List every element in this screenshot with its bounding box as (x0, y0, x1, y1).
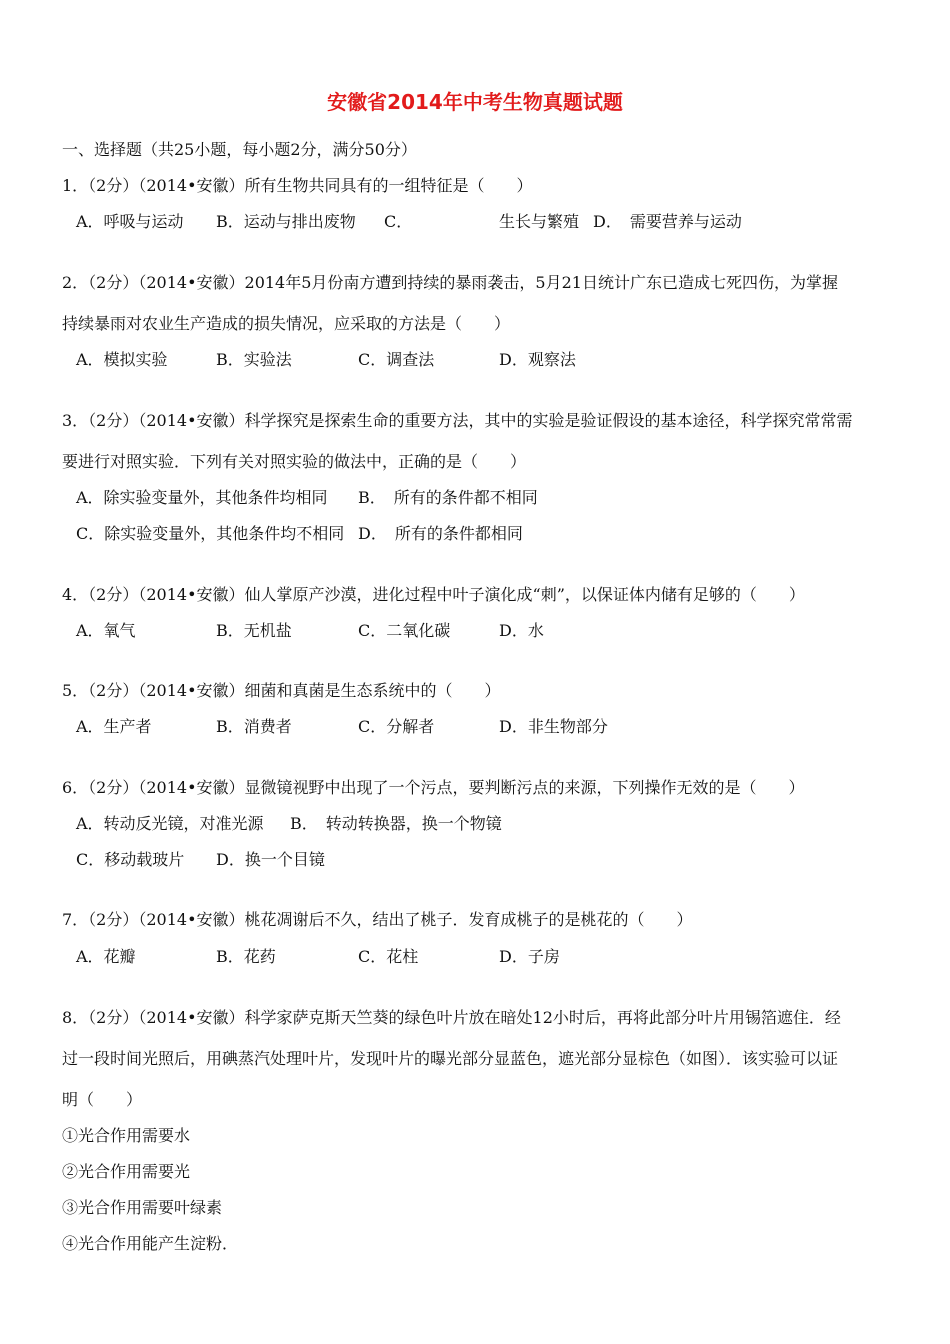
option-b: B．实验法 (216, 350, 292, 369)
option-a: A．氧气 (76, 621, 136, 640)
question-2-stem-line-2: 持续暴雨对农业生产造成的损失情况，应采取的方法是（ ） (62, 314, 511, 333)
question-6-stem: 6．（2分）（2014•安徽）显微镜视野中出现了一个污点，要判断污点的来源，下列操作无效的是（ ） (62, 778, 805, 797)
option-c: C．花柱 (358, 947, 419, 966)
option-a: A．花瓣 (76, 947, 136, 966)
question-8-stem-line-2: 过一段时间光照后，用碘蒸汽处理叶片，发现叶片的曝光部分显蓝色，遮光部分显棕色（如图）．该实验可以证 (62, 1049, 839, 1068)
option-c: C．调查法 (358, 350, 435, 369)
question-1-stem: 1．（2分）（2014•安徽）所有生物共同具有的一组特征是（ ） (62, 176, 533, 195)
option-d: D． 需要营养与运动 (593, 212, 742, 231)
option-b: B．运动与排出废物 (216, 212, 356, 231)
option-c: C．分解者 (358, 717, 435, 736)
option-a: A．模拟实验 (76, 350, 168, 369)
option-b: B． 转动转换器，换一个物镜 (290, 814, 502, 833)
option-b: B．花药 (216, 947, 276, 966)
question-3-stem-line-1: 3．（2分）（2014•安徽）科学探究是探索生命的重要方法，其中的实验是验证假设的基本途径，科学探究常常需 (62, 411, 853, 430)
option-b: B．无机盐 (216, 621, 292, 640)
option-d: D．换一个目镜 (216, 850, 325, 869)
question-3-stem-line-2: 要进行对照实验．下列有关对照实验的做法中，正确的是（ ） (62, 452, 527, 471)
option-d: D．子房 (499, 947, 560, 966)
statement-item: ②光合作用需要光 (62, 1162, 191, 1181)
option-a: A．转动反光镜，对准光源 (76, 814, 264, 833)
statement-item: ④光合作用能产生淀粉． (62, 1234, 239, 1253)
page-title: 安徽省2014年中考生物真题试题 (327, 90, 623, 114)
option-a: A．生产者 (76, 717, 152, 736)
question-2-stem-line-1: 2．（2分）（2014•安徽）2014年5月份南方遭到持续的暴雨袭击，5月21日统计广东已造成七死四伤，为掌握 (62, 273, 838, 292)
option-d: D． 所有的条件都相同 (358, 524, 523, 543)
option-c-text: 生长与繁殖 (499, 212, 580, 231)
statement-item: ③光合作用需要叶绿素 (62, 1198, 223, 1217)
option-b: B．消费者 (216, 717, 292, 736)
option-c: C．除实验变量外，其他条件均不相同 (76, 524, 345, 543)
option-d: D．非生物部分 (499, 717, 608, 736)
statement-item: ①光合作用需要水 (62, 1126, 191, 1145)
question-7-stem: 7．（2分）（2014•安徽）桃花凋谢后不久，结出了桃子．发育成桃子的是桃花的（ ） (62, 910, 693, 929)
option-d: D．观察法 (499, 350, 576, 369)
section-heading: 一、选择题（共25小题，每小题2分，满分50分） (62, 140, 417, 159)
question-8-stem-line-3: 明（ ） (62, 1090, 143, 1109)
question-4-stem: 4．（2分）（2014•安徽）仙人掌原产沙漠，进化过程中叶子演化成“刺”，以保证体内储有足够的（ ） (62, 585, 805, 604)
option-a: A．除实验变量外，其他条件均相同 (76, 488, 328, 507)
option-c: C．移动载玻片 (76, 850, 185, 869)
option-a: A．呼吸与运动 (76, 212, 184, 231)
question-8-stem-line-1: 8．（2分）（2014•安徽）科学家萨克斯天竺葵的绿色叶片放在暗处12小时后，再将此部分叶片用锡箔遮住．经 (62, 1008, 841, 1027)
option-c: C．二氧化碳 (358, 621, 451, 640)
option-d: D．水 (499, 621, 544, 640)
question-5-stem: 5．（2分）（2014•安徽）细菌和真菌是生态系统中的（ ） (62, 681, 501, 700)
option-c: C． (384, 212, 413, 231)
option-b: B． 所有的条件都不相同 (358, 488, 538, 507)
